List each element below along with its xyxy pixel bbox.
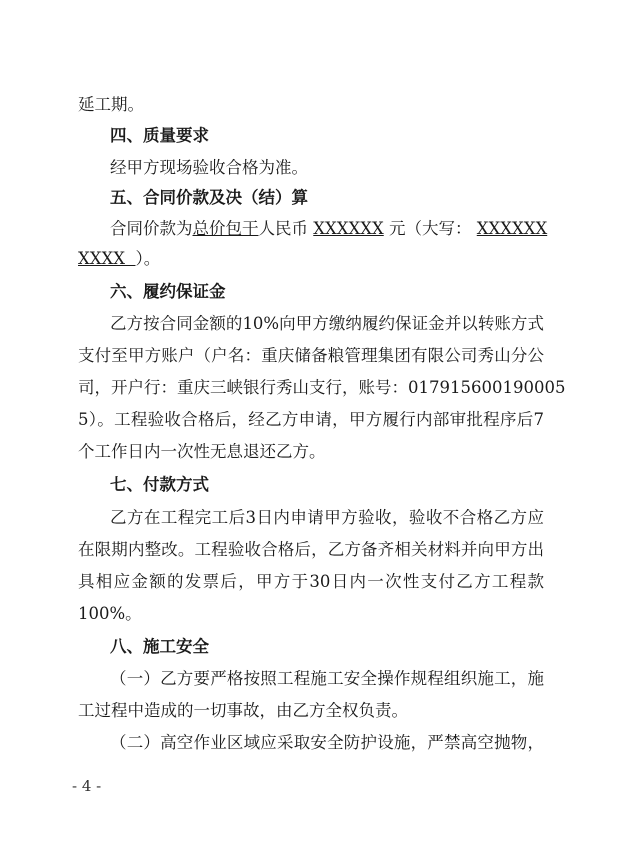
underlined-value: XXXXXX <box>313 219 384 238</box>
underlined-value: 总价包干 <box>192 219 259 238</box>
section-heading-quality: 四、质量要求 <box>110 126 209 145</box>
text-segment: 合同价款为 <box>110 219 193 238</box>
text-line-price-cont <box>78 248 544 270</box>
underlined-value: XXXXXX <box>476 219 548 238</box>
section-heading-payment: 七、付款方式 <box>110 475 209 494</box>
text-line: 司，开户行：重庆三峡银行秀山支行，账号：017915600190005 <box>78 378 566 397</box>
text-line: 乙方按合同金额的10%向甲方缴纳履约保证金并以转账方式 <box>110 314 544 333</box>
text-line: （二）高空作业区域应采取安全防护设施，严禁高空抛物， <box>110 733 544 752</box>
text-line: 在限期内整改。工程验收合格后，乙方备齐相关材料并向甲方出 <box>78 540 544 559</box>
section-heading-deposit: 六、履约保证金 <box>110 282 226 301</box>
text-line: 100%。 <box>78 604 142 623</box>
underlined-value: XXXX <box>78 249 125 268</box>
text-line-price <box>110 218 548 240</box>
text-line: 乙方在工程完工后3日内申请甲方验收，验收不合格乙方应 <box>110 508 544 527</box>
text-line: 5）。工程验收合格后，经乙方申请，甲方履行内部审批程序后7 <box>78 410 544 429</box>
text-segment: 人民币 <box>258 219 308 238</box>
text-line: 延工期。 <box>78 95 144 114</box>
page-number: - 4 - <box>72 777 102 795</box>
text-segment: 元（大写： <box>388 219 472 238</box>
section-heading-price: 五、合同价款及决（结）算 <box>110 188 308 207</box>
text-line: 支付至甲方账户（户名：重庆储备粮管理集团有限公司秀山分公 <box>78 346 544 365</box>
text-line: 个工作日内一次性无息退还乙方。 <box>78 442 326 461</box>
text-line: 经甲方现场验收合格为准。 <box>110 158 308 177</box>
section-heading-safety: 八、施工安全 <box>110 637 209 656</box>
text-line: 具相应金额的发票后，甲方于30日内一次性支付乙方工程款 <box>78 572 544 591</box>
text-segment: ）。 <box>135 249 161 268</box>
text-line: 工过程中造成的一切事故，由乙方全权负责。 <box>78 701 408 720</box>
text-line: （一）乙方要严格按照工程施工安全操作规程组织施工，施 <box>110 669 544 688</box>
